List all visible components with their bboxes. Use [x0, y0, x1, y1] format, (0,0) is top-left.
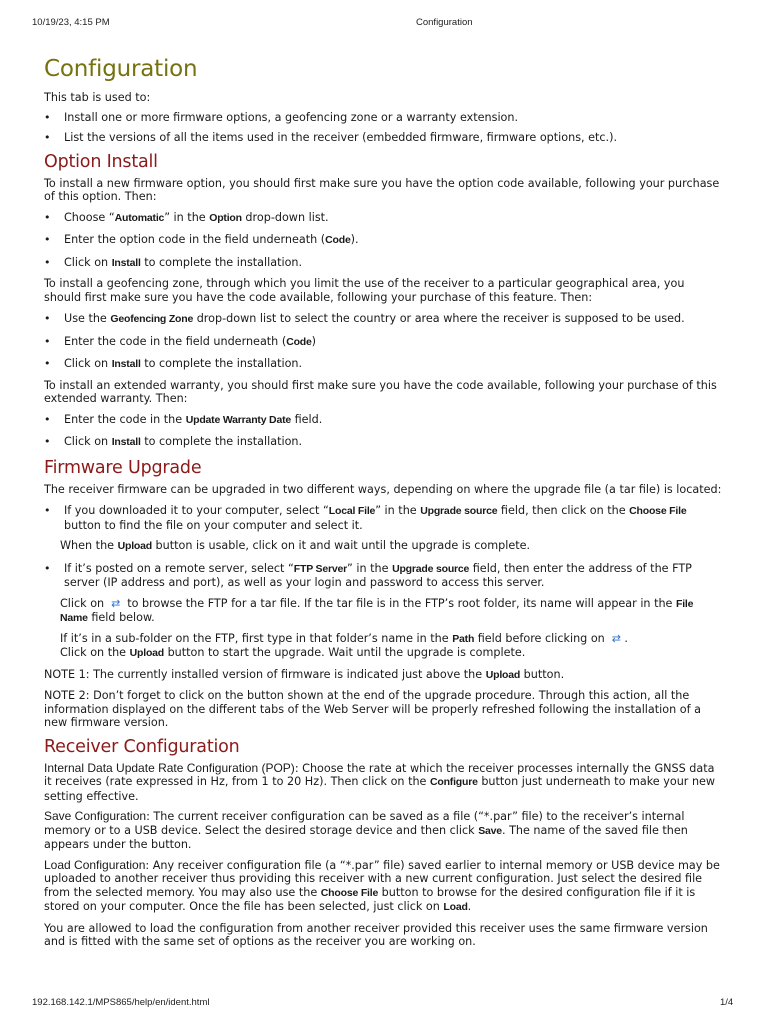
print-datetime: 10/19/23, 4:15 PM — [32, 17, 110, 28]
paragraph: To install a geofencing zone, through which you limit the use of the receiver to a particular geographical area, you should first make sure you have the code available, following your purchase of this feature. Then: — [44, 277, 685, 304]
list-item: • List the versions of all the items used in the receiver (embedded firmware, firmware options, etc.). — [44, 131, 722, 145]
paragraph: Click on ⇄ to browse the FTP for a tar file. If the tar file is in the FTP’s root folder, its name will appear in the File Name field below. — [60, 596, 694, 624]
list-item: • Click on Install to complete the installation. — [44, 256, 722, 271]
paragraph: The receiver firmware can be upgraded in two different ways, depending on where the upgrade file (a tar file) is located: — [44, 482, 722, 496]
paragraph: When the Upload button is usable, click on it and wait until the upgrade is complete. — [60, 539, 531, 552]
list-item: • Choose “Automatic” in the Option drop-down list. — [44, 211, 722, 226]
page-title: Configuration — [44, 56, 198, 82]
paragraph: To install a new firmware option, you should first make sure you have the option code available, following your purchase of this option. Then: — [44, 176, 720, 203]
list-item: • Install one or more firmware options, a geofencing zone or a warranty extension. — [44, 111, 722, 125]
list-item: • Click on Install to complete the installation. — [44, 357, 722, 372]
note: NOTE 1: The currently installed version of firmware is indicated just above the Upload button. — [44, 667, 565, 681]
intro-text: This tab is used to: — [44, 91, 151, 104]
print-url: 192.168.142.1/MPS865/help/en/ident.html — [32, 997, 210, 1008]
refresh-icon[interactable]: ⇄ — [611, 631, 621, 645]
list-item: • If it’s posted on a remote server, select “FTP Server” in the Upgrade source field, then enter the address of the FTP server (IP address and port), as well as your login and password to access this server. — [44, 562, 722, 590]
page-content — [44, 54, 722, 949]
paragraph: If it’s in a sub-folder on the FTP, first type in that folder’s name in the Path field before clicking on ⇄ . — [60, 631, 628, 645]
refresh-icon[interactable]: ⇄ — [111, 596, 121, 610]
list-item: • Enter the code in the Update Warranty Date field. — [44, 413, 722, 428]
note: NOTE 2: Don’t forget to click on the button shown at the end of the upgrade procedure. Through this action, all the information displayed on the different tabs of the Web Server will be properly refreshed following the installation of a new firmware version. — [44, 689, 701, 729]
list-item: • If you downloaded it to your computer, select “Local File” in the Upgrade source field, then click on the Choose File button to find the file on your computer and select it. — [44, 504, 722, 532]
section-heading-receiver-configuration: Receiver Configuration — [44, 736, 240, 757]
section-heading-firmware-upgrade: Firmware Upgrade — [44, 457, 202, 478]
paragraph: You are allowed to load the configuration from another receiver provided this receiver uses the same firmware version and is fitted with the same set of options as the receiver you are working on. — [44, 921, 708, 948]
paragraph: Load Configuration: Any receiver configuration file (a “*.par” file) saved earlier to internal memory or USB device may be uploaded to another receiver thus providing this receiver with a new current configuration. Just select the desired file from the selected memory. You may also use the Choose File button to browse for the desired configuration file if it is stored on your computer. Once the file has been selected, just click on Load. — [44, 857, 720, 913]
list-item: • Enter the option code in the field underneath (Code). — [44, 233, 722, 248]
page-number: 1/4 — [720, 997, 734, 1008]
print-title: Configuration — [416, 17, 473, 28]
paragraph: Click on the Upload button to start the upgrade. Wait until the upgrade is complete. — [60, 646, 526, 659]
paragraph: Internal Data Update Rate Configuration (POP): Choose the rate at which the receiver processes internally the GNSS data it receives (rate expressed in Hz, from 1 to 20 Hz). Then click on the Configure button just underneath to make your new setting effective. — [44, 760, 716, 803]
list-item: • Enter the code in the field underneath (Code) — [44, 335, 722, 350]
paragraph: To install an extended warranty, you should first make sure you have the code available, following your purchase of this extended warranty. Then: — [44, 378, 717, 405]
paragraph: Save Configuration: The current receiver configuration can be saved as a file (“*.par” file) to the receiver’s internal memory or to a USB device. Select the desired storage device and then click Save. The name of the saved file then appears under the button. — [44, 809, 688, 851]
list-item: • Use the Geofencing Zone drop-down list to select the country or area where the receiver is supposed to be used. — [44, 312, 722, 327]
list-item: • Click on Install to complete the installation. — [44, 435, 722, 450]
section-heading-option-install: Option Install — [44, 151, 158, 172]
